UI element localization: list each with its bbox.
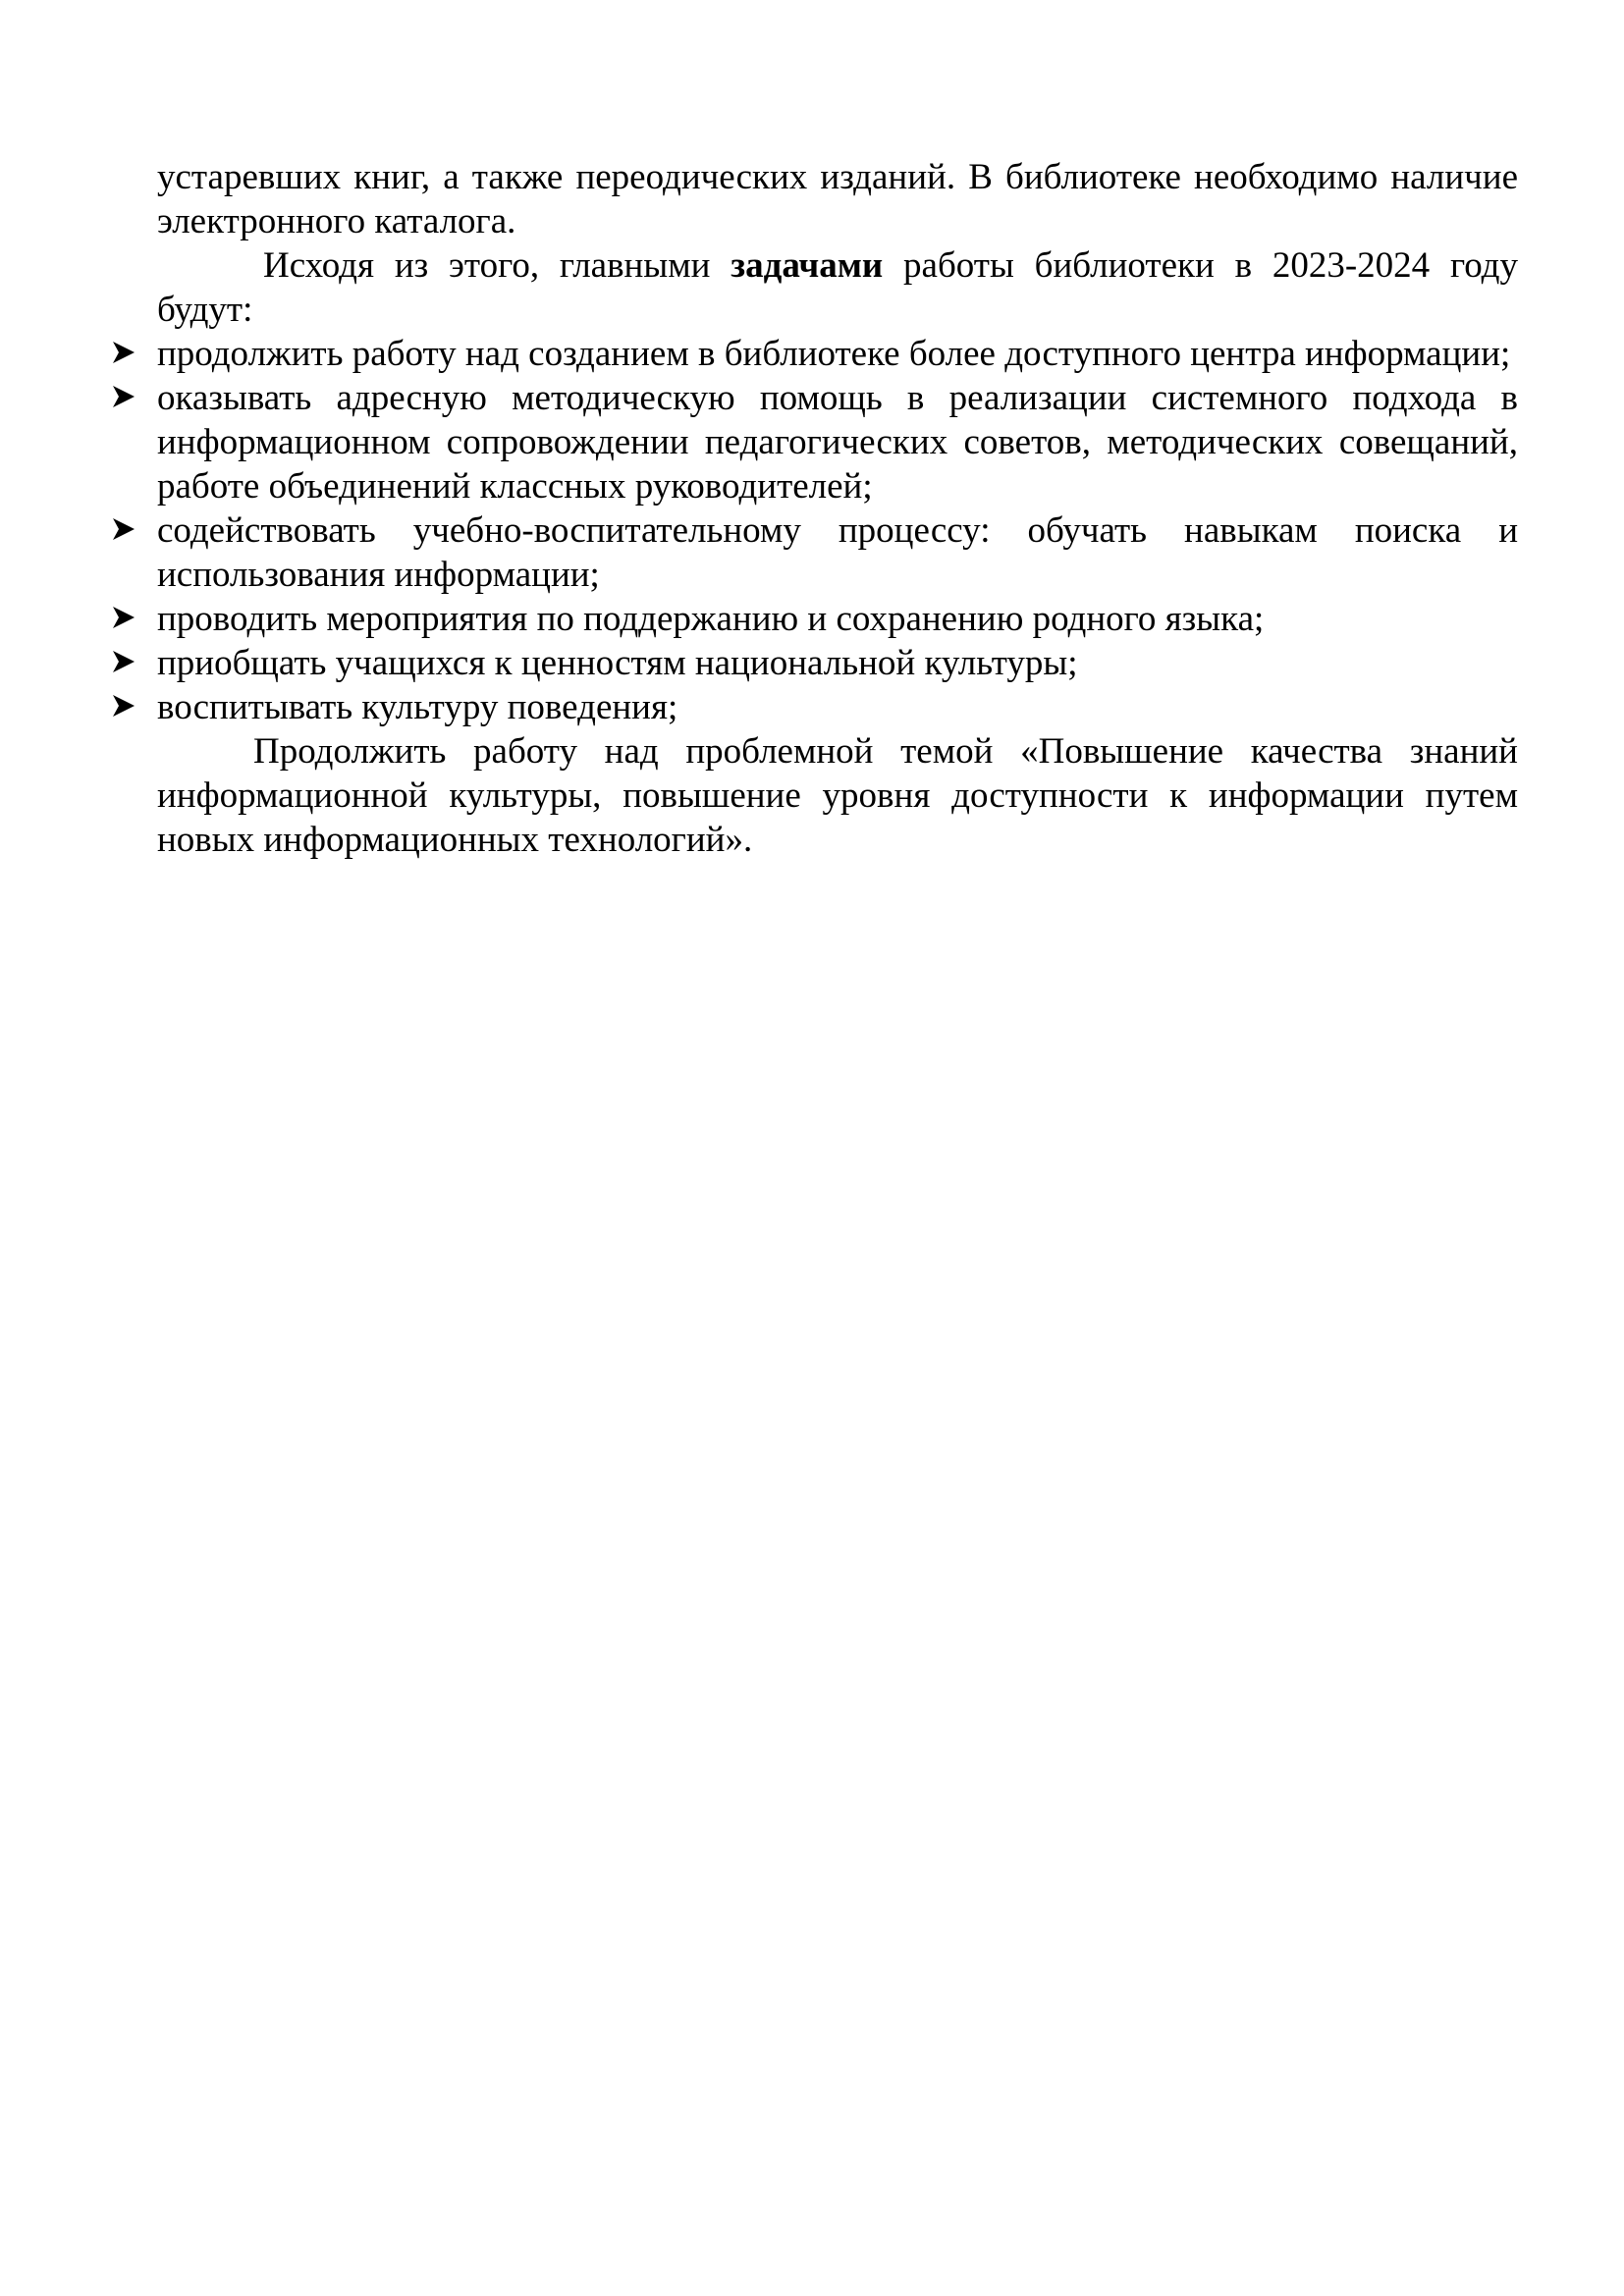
arrowhead-bullet-icon (110, 604, 137, 631)
task-item (157, 685, 1518, 729)
goal-prefix: Исходя из этого, главными (263, 245, 731, 286)
task-item (157, 641, 1518, 685)
task-item (157, 376, 1518, 508)
task-list (157, 332, 1518, 729)
task-item (157, 332, 1518, 376)
arrowhead-bullet-icon (110, 648, 137, 675)
task-text: воспитывать культуру поведения; (157, 687, 678, 727)
closing-paragraph: Продолжить работу над проблемной темой «Повышение качества знаний информационной культуры, повышение уровня доступности к информации путем новых информационных технологий». (157, 731, 1518, 860)
task-item (157, 597, 1518, 641)
goal-suffix: работы библиотеки в 2023-2024 году будут: (157, 245, 1518, 330)
task-item (157, 508, 1518, 597)
arrowhead-bullet-icon (110, 339, 137, 366)
arrowhead-bullet-icon (110, 383, 137, 410)
task-text: оказывать адресную методическую помощь в реализации системного подхода в информационном сопровождении педагогических советов, методических совещаний, работе объединений классных руководителей; (157, 378, 1518, 507)
arrowhead-bullet-icon (110, 515, 137, 543)
goal-paragraph (157, 243, 1518, 332)
task-text: проводить мероприятия по поддержанию и сохранению родного языка; (157, 599, 1265, 639)
task-text: продолжить работу над созданием в библиотеке более доступного центра информации; (157, 334, 1511, 374)
task-text: приобщать учащихся к ценностям национальной культуры; (157, 643, 1078, 683)
arrowhead-bullet-icon (110, 692, 137, 720)
document-page (157, 155, 1518, 862)
task-text: содействовать учебно-воспитательному процессу: обучать навыкам поиска и использования информации; (157, 510, 1518, 595)
goal-bold-word: задачами (731, 245, 884, 286)
intro-paragraph: устаревших книг, а также переодических изданий. В библиотеке необходимо наличие электронного каталога. (157, 157, 1518, 241)
